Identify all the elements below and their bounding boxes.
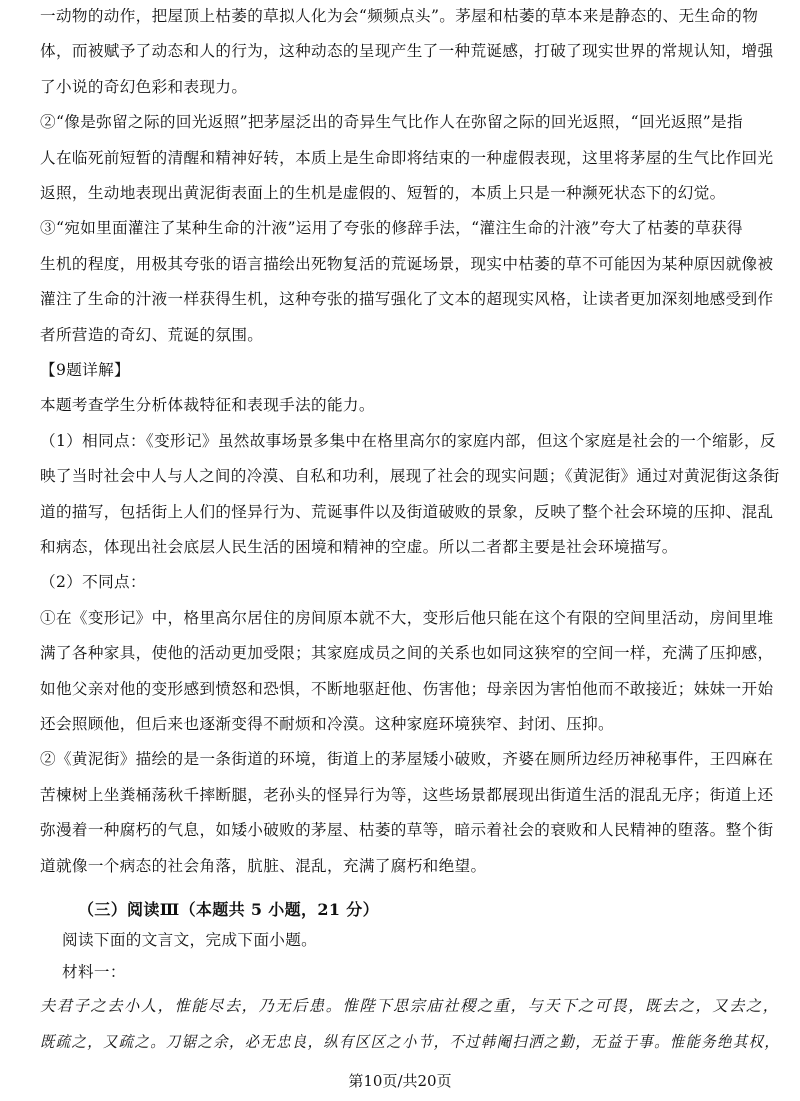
answer-text-line: 映了当时社会中人与人之间的冷漠、自私和功利，展现了社会的现实问题；《黄泥街》通过对黄泥街这条街 (40, 467, 780, 486)
answer-heading: 【9题详解】 (40, 361, 130, 379)
answer-text-line: 道的描写，包括街上人们的怪异行为、荒诞事件以及街道破败的景象，反映了整个社会环境的压抑、混乱 (40, 502, 774, 521)
answer-text-line: ②《黄泥街》描绘的是一条街道的环境，街道上的茅屋矮小破败，齐婆在厕所边经历神秘事件，王四麻在 (40, 750, 774, 769)
answer-text-line: 本题考查学生分析体裁特征和表现手法的能力。 (40, 396, 375, 415)
answer-text-line: 了小说的奇幻色彩和表现力。 (40, 77, 248, 96)
answer-text-line: 弥漫着一种腐朽的气息，如矮小破败的茅屋、枯萎的草等，暗示着社会的衰败和人民精神的堕落。整个街 (40, 821, 774, 840)
answer-text-line: 苦楝树上坐粪桶荡秋千摔断腿，老孙头的怪异行为等，这些场景都展现出街道生活的混乱无序；街道上还 (40, 785, 774, 804)
answer-text-line: ③“宛如里面灌注了某种生命的汁液”运用了夸张的修辞手法，“灌注生命的汁液”夸大了枯萎的草获得 (40, 219, 743, 238)
answer-text-line: （1）相同点：《变形记》虽然故事场景多集中在格里高尔的家庭内部，但这个家庭是社会的一个缩影，反 (40, 431, 776, 450)
page-number-footer: 第10页/共20页 (348, 1072, 452, 1090)
answer-text-line: 一动物的动作，把屋顶上枯萎的草拟人化为会“频频点头”。茅屋和枯萎的草本来是静态的、无生命的物 (40, 7, 759, 25)
answer-text-line: 灌注了生命的汁液一样获得生机，这种夸张的描写强化了文本的超现实风格，让读者更加深刻地感受到作 (40, 290, 774, 309)
answer-text-line: 人在临死前短暂的清醒和精神好转，本质上是生命即将结束的一种虚假表现，这里将茅屋的生气比作回光 (40, 148, 774, 167)
answer-text-line: 生机的程度，用极其夸张的语言描绘出死物复活的荒诞场景，现实中枯萎的草不可能因为某种原因就像被 (40, 254, 774, 273)
classical-text-line: 既疏之，又疏之。刀锯之余，必无忠良，纵有区区之小节，不过韩阉扫洒之勤，无益于事。惟能务绝其权， (40, 1033, 781, 1051)
section-heading: （三）阅读Ⅲ（本题共 5 小题，21 分） (78, 900, 379, 919)
answer-text-line: 体，而被赋予了动态和人的行为，这种动态的呈现产生了一种荒诞感，打破了现实世界的常规认知，增强 (40, 42, 774, 61)
answer-text-line: 返照，生动地表现出黄泥街表面上的生机是虚假的、短暂的，本质上只是一种濒死状态下的幻觉。 (40, 184, 726, 202)
answer-text-line: 满了各种家具，使他的活动更加受限；其家庭成员之间的关系也如同这狭窄的空间一样，充满了压抑感， (40, 644, 774, 663)
answer-text-line: ②“像是弥留之际的回光返照”把茅屋泛出的奇异生气比作人在弥留之际的回光返照，“回光返照”是指 (40, 113, 743, 132)
answer-text-line: （2）不同点： (40, 573, 146, 592)
instruction-text: 阅读下面的文言文，完成下面小题。 (62, 931, 318, 949)
answer-text-line: 还会照顾他，但后来也逐渐变得不耐烦和冷漠。这种家庭环境狭窄、封闭、压抑。 (40, 715, 614, 733)
answer-text-line: 如他父亲对他的变形感到愤怒和恐惧，不断地驱赶他、伤害他；母亲因为害怕他而不敢接近；妹妹一开始 (40, 679, 774, 698)
answer-text-line: ①在《变形记》中，格里高尔居住的房间原本就不大，变形后他只能在这个有限的空间里活动，房间里堆 (40, 608, 774, 627)
classical-text-line: 夫君子之去小人，惟能尽去，乃无后患。惟陛下思宗庙社稷之重，与天下之可畏，既去之，又去之， (40, 997, 780, 1015)
answer-text-line: 道就像一个病态的社会角落，肮脏、混乱，充满了腐朽和绝望。 (40, 856, 487, 875)
answer-text-line: 和病态，体现出社会底层人民生活的困境和精神的空虚。所以二者都主要是社会环境描写。 (40, 538, 678, 556)
material-label: 材料一： (62, 963, 126, 981)
answer-text-line: 者所营造的奇幻、荒诞的氛围。 (40, 325, 264, 344)
